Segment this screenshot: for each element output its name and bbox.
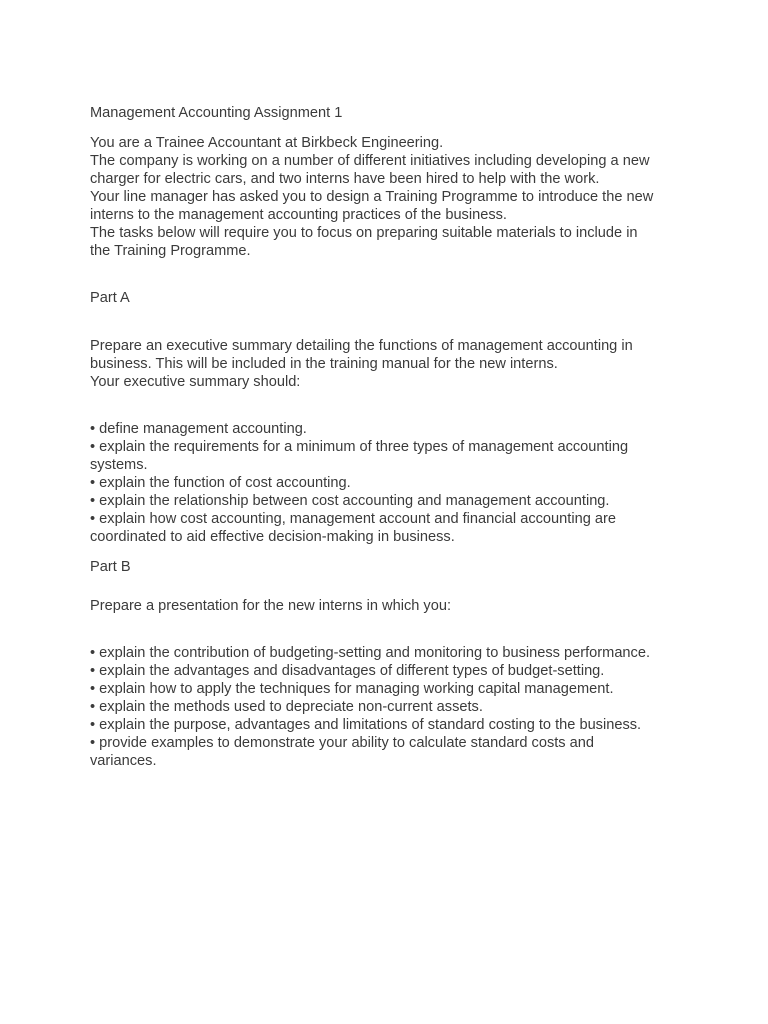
part-a-bullet: coordinated to aid effective decision-making in business. (90, 529, 455, 545)
part-a-prompt-line: business. This will be included in the training manual for the new interns. (90, 356, 558, 372)
part-b-bullet: • provide examples to demonstrate your ability to calculate standard costs and (90, 735, 594, 751)
document-page (90, 104, 730, 770)
intro-line: interns to the management accounting practices of the business. (90, 207, 507, 223)
document-title: Management Accounting Assignment 1 (90, 105, 343, 121)
part-a-bullet: • explain how cost accounting, management account and financial accounting are (90, 511, 616, 527)
intro-line: You are a Trainee Accountant at Birkbeck Engineering. (90, 135, 444, 151)
part-b-heading: Part B (90, 559, 131, 575)
intro-paragraph (90, 134, 730, 260)
part-b-bullet: variances. (90, 753, 157, 769)
part-b-bullet-list (90, 644, 730, 770)
part-b-bullet: • explain the contribution of budgeting-setting and monitoring to business performance. (90, 645, 651, 661)
intro-line: the Training Programme. (90, 243, 251, 259)
part-b-bullet: • explain how to apply the techniques for managing working capital management. (90, 681, 614, 697)
intro-line: charger for electric cars, and two interns have been hired to help with the work. (90, 171, 600, 187)
part-a-bullet: systems. (90, 457, 148, 473)
part-b-bullet: • explain the methods used to depreciate non-current assets. (90, 699, 483, 715)
part-a-heading: Part A (90, 290, 130, 306)
part-a-bullet: • explain the function of cost accounting. (90, 475, 351, 491)
part-a-prompt (90, 337, 730, 391)
intro-line: Your line manager has asked you to design a Training Programme to introduce the new (90, 189, 654, 205)
part-a-bullet-list (90, 420, 730, 546)
part-a-prompt-line: Your executive summary should: (90, 374, 301, 390)
part-a-bullet: • define management accounting. (90, 421, 307, 437)
part-a-bullet: • explain the relationship between cost accounting and management accounting. (90, 493, 610, 509)
part-a-bullet: • explain the requirements for a minimum of three types of management accounting (90, 439, 629, 455)
part-b-prompt (90, 597, 730, 615)
part-b-prompt-line: Prepare a presentation for the new interns in which you: (90, 598, 451, 614)
part-a-prompt-line: Prepare an executive summary detailing the functions of management accounting in (90, 338, 633, 354)
intro-line: The tasks below will require you to focus on preparing suitable materials to include in (90, 225, 638, 241)
intro-line: The company is working on a number of different initiatives including developing a new (90, 153, 650, 169)
part-b-bullet: • explain the purpose, advantages and limitations of standard costing to the business. (90, 717, 642, 733)
part-b-bullet: • explain the advantages and disadvantages of different types of budget-setting. (90, 663, 605, 679)
